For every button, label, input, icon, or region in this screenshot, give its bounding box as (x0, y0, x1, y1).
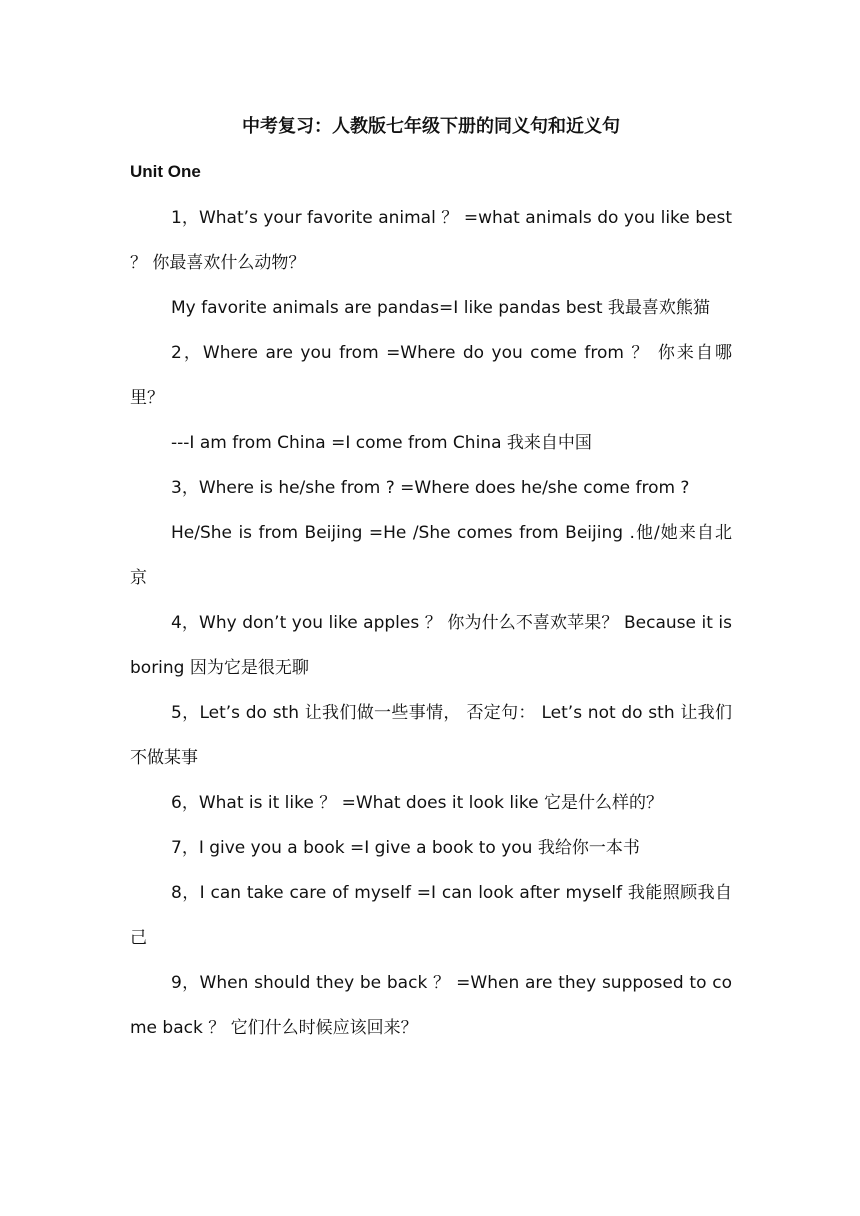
paragraph-list (130, 196, 732, 1051)
paragraph-7: 4，Why don’t you like apples ？ 你为什么不喜欢苹果？ Because it is boring 因为它是很无聊 (130, 613, 732, 678)
document-title: 中考复习：人教版七年级下册的同义句和近义句 (242, 116, 620, 137)
paragraph-4: ---I am from China =I come from China 我来自中国 (171, 433, 592, 453)
paragraph-8: 5，Let’s do sth 让我们做一些事情， 否定句： Let’s not do sth 让我们不做某事 (130, 703, 732, 768)
paragraph-11: 8，I can take care of myself =I can look after myself 我能照顾我自己 (130, 883, 732, 948)
unit-heading: Unit One (130, 162, 201, 181)
paragraph-10: 7，I give you a book =I give a book to you 我给你一本书 (171, 838, 640, 858)
paragraph-2: My favorite animals are pandas=I like pandas best 我最喜欢熊猫 (171, 298, 710, 318)
paragraph-3: 2，Where are you from =Where do you come from ？ 你来自哪里？ (130, 343, 732, 408)
paragraph-5: 3，Where is he/she from ? =Where does he/she come from ? (171, 478, 690, 498)
document-page (130, 102, 732, 1051)
paragraph-9: 6，What is it like ？ =What does it look like 它是什么样的？ (171, 793, 663, 813)
paragraph-1: 1，What’s your favorite animal ？ =what animals do you like best ？ 你最喜欢什么动物？ (130, 208, 732, 273)
paragraph-6: He/She is from Beijing =He /She comes from Beijing .他/她来自北京 (130, 523, 732, 588)
paragraph-12: 9，When should they be back ？ =When are they supposed to come back ？ 它们什么时候应该回来？ (130, 973, 732, 1038)
